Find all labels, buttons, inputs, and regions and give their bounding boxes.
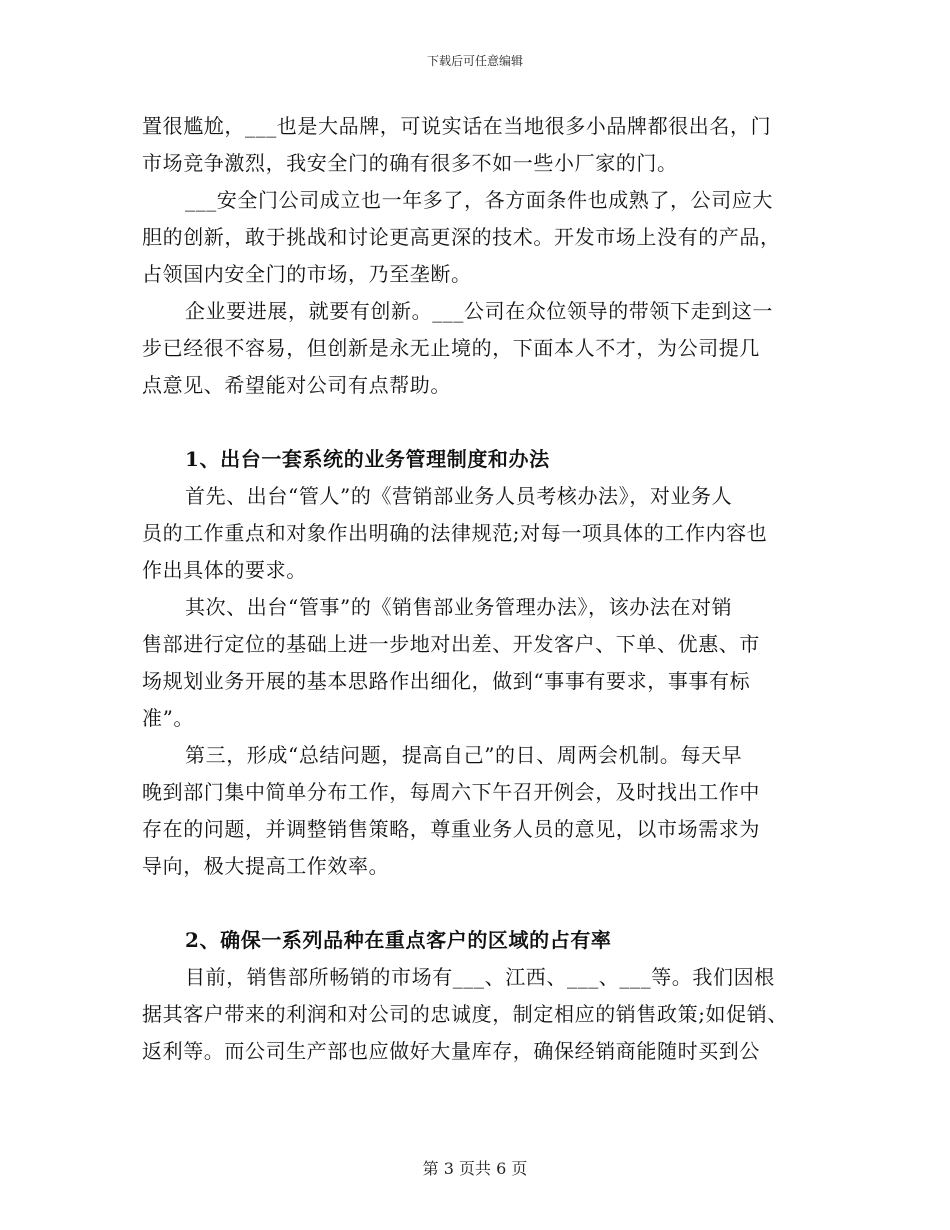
paragraph-line: 企业要进展，就要有创新。___公司在众位领导的带领下走到这一: [185, 299, 773, 323]
paragraph-line: 市场竞争激烈，我安全门的确有很多不如一些小厂家的门。: [142, 151, 678, 175]
paragraph-line: 目前，销售部所畅销的市场有___、江西、___、___等。我们因根: [185, 965, 775, 989]
document-body: [142, 108, 810, 1070]
paragraph-line: 作出具体的要求。: [142, 558, 307, 582]
paragraph-line: 晚到部门集中简单分布工作，每周六下午召开例会，及时找出工作中: [142, 780, 760, 804]
paragraph-line: 点意见、希望能对公司有点帮助。: [142, 373, 451, 397]
paragraph-line: 第三，形成“总结问题，提高自己”的日、周两会机制。每天早: [185, 743, 743, 767]
paragraph-line: 准”。: [142, 706, 195, 730]
section-heading: 1、出台一套系统的业务管理制度和办法: [185, 447, 550, 471]
paragraph-line: 步已经很不容易，但创新是永无止境的，下面本人不才，为公司提几: [142, 336, 760, 360]
paragraph-line: 胆的创新，敢于挑战和讨论更高更深的技术。开发市场上没有的产品，: [142, 225, 781, 249]
paragraph-line: ___安全门公司成立也一年多了，各方面条件也成熟了，公司应大: [185, 188, 773, 212]
paragraph-line: 占领国内安全门的市场，乃至垄断。: [142, 262, 472, 286]
paragraph-line: 置很尴尬，___也是大品牌，可说实话在当地很多小品牌都很出名，门: [142, 114, 772, 138]
paragraph-line: 据其客户带来的利润和对公司的忠诚度，制定相应的销售政策;如促销、: [142, 1002, 788, 1026]
paragraph-line: 首先、出台“管人”的《营销部业务人员考核办法》，对业务人: [185, 484, 733, 508]
paragraph-line: 存在的问题，并调整销售策略，尊重业务人员的意见，以市场需求为: [142, 817, 760, 841]
paragraph-line: 其次、出台“管事”的《销售部业务管理办法》，该办法在对销: [185, 595, 733, 619]
spacer: [142, 404, 810, 441]
paragraph-line: 场规划业务开展的基本思路作出细化，做到“事事有要求，事事有标: [142, 669, 751, 693]
section-heading: 2、确保一系列品种在重点客户的区域的占有率: [185, 928, 612, 952]
paragraph-line: 售部进行定位的基础上进一步地对出差、开发客户、下单、优惠、市: [142, 632, 760, 656]
page-header: 下载后可任意编辑: [426, 54, 523, 68]
spacer: [142, 885, 810, 922]
paragraph-line: 导向，极大提高工作效率。: [142, 854, 390, 878]
paragraph-line: 员的工作重点和对象作出明确的法律规范;对每一项具体的工作内容也: [142, 521, 768, 545]
page-footer: 第 3 页共 6 页: [422, 1159, 528, 1178]
paragraph-line: 返利等。而公司生产部也应做好大量库存，确保经销商能随时买到公: [142, 1039, 760, 1063]
